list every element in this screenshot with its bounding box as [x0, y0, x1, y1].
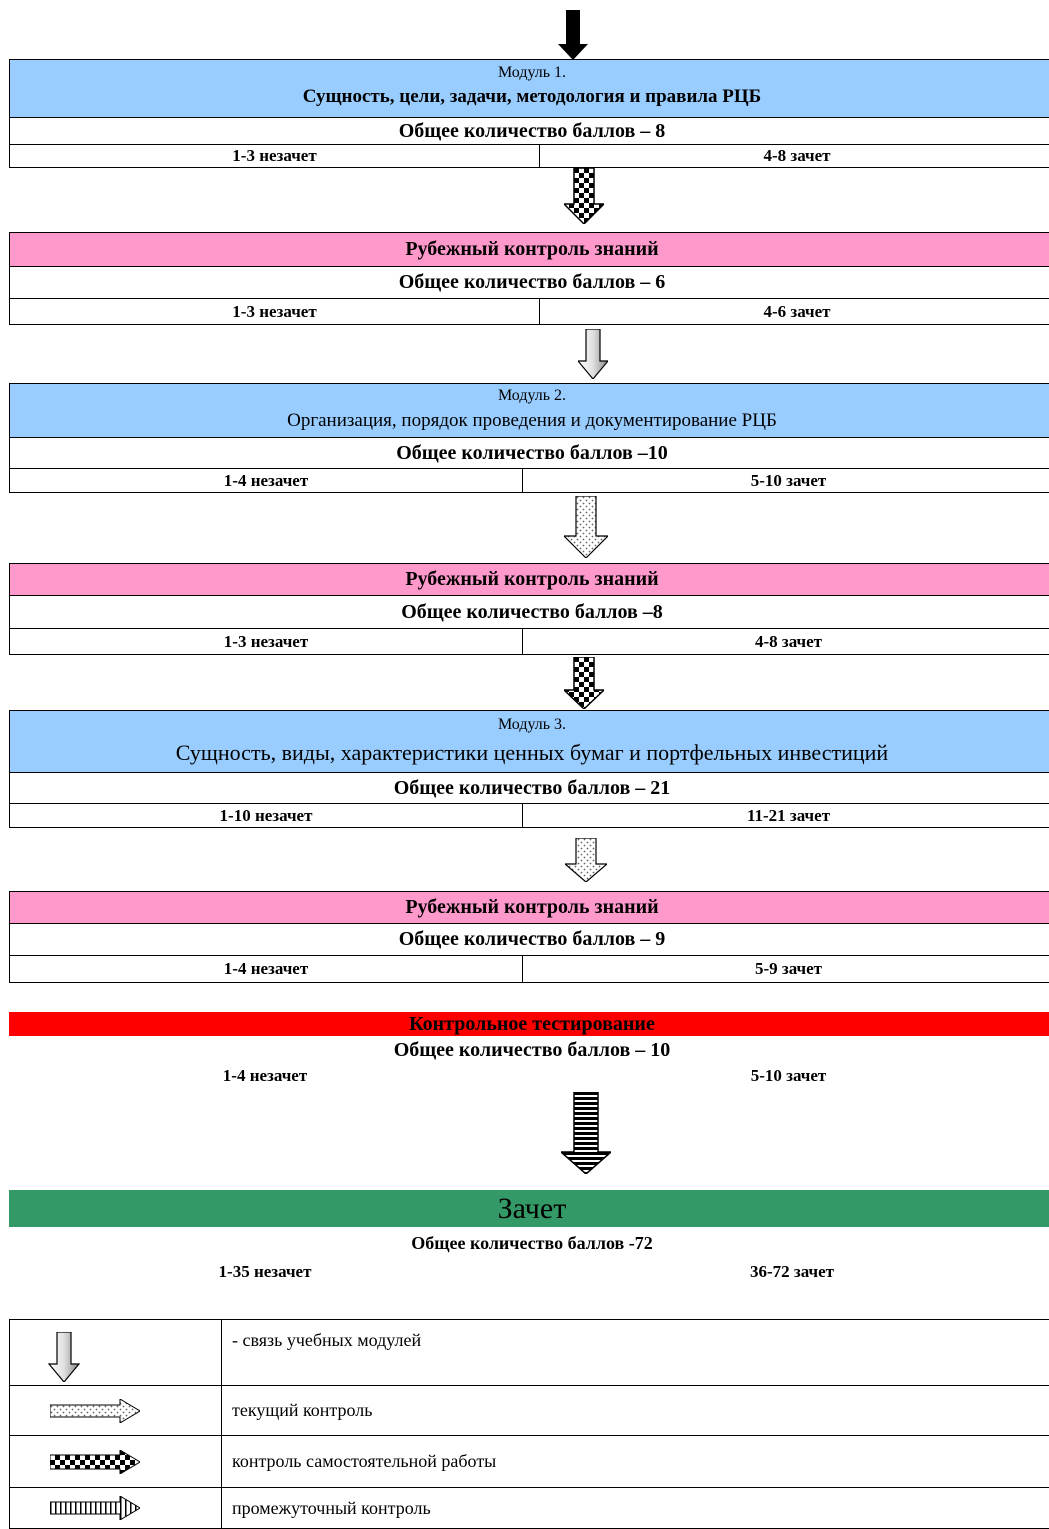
pass-range: 5-9 зачет — [754, 959, 823, 978]
module-1-header — [10, 60, 1049, 117]
module-label: Модуль 3. — [497, 716, 567, 733]
checkered-arrow-down-icon — [564, 657, 604, 709]
total-points: Общее количество баллов – 21 — [393, 777, 671, 799]
grey-arrow-down-icon — [578, 329, 608, 379]
legend-row — [10, 1386, 1049, 1436]
legend-text: - связь учебных модулей — [222, 1320, 1049, 1386]
legend-text: промежуточный контроль — [222, 1488, 1049, 1529]
pass-range: 4-6 зачет — [763, 302, 831, 321]
module-3-header — [10, 711, 1049, 772]
test-fail-range: 1-4 незачет — [222, 1066, 308, 1085]
striped-arrow-down-icon — [561, 1092, 611, 1174]
legend-icon-cell — [10, 1386, 222, 1436]
legend-text: текущий контроль — [222, 1386, 1049, 1436]
dotted-arrow-down-icon — [564, 496, 608, 558]
final-pass-range: 36-72 зачет — [749, 1262, 835, 1281]
module-3-block — [9, 710, 1049, 828]
fail-range: 1-3 незачет — [223, 632, 309, 651]
legend-row — [10, 1436, 1049, 1488]
module-1-block — [9, 59, 1049, 168]
final-title: Зачет — [9, 1190, 1049, 1227]
module-2-block — [9, 383, 1049, 493]
legend-icon-cell — [10, 1320, 222, 1386]
module-title: Сущность, виды, характеристики ценных бумаг и портфельных инвестиций — [175, 740, 889, 765]
control-title: Рубежный контроль знаний — [10, 892, 1049, 923]
fail-range: 1-3 незачет — [232, 146, 317, 165]
legend-row — [10, 1320, 1049, 1386]
legend-icon-cell — [10, 1488, 222, 1529]
module-2-header — [10, 384, 1049, 437]
total-points: Общее количество баллов – 6 — [398, 271, 666, 293]
striped-arrow-right-icon — [50, 1496, 140, 1520]
total-points: Общее количество баллов –10 — [396, 442, 668, 464]
solid-arrow-down-icon — [44, 1332, 84, 1382]
module-label: Модуль 2. — [497, 387, 567, 404]
total-points: Общее количество баллов – 8 — [398, 120, 666, 142]
module-label: Модуль 1. — [497, 64, 567, 81]
module-title: Сущность, цели, задачи, методология и правила РЦБ — [302, 86, 762, 107]
dotted-arrow-down-icon — [565, 838, 607, 882]
test-title: Контрольное тестирование — [9, 1012, 1049, 1036]
control-1-block — [9, 232, 1049, 325]
test-total: Общее количество баллов – 10 — [393, 1039, 671, 1061]
legend-text: контроль самостоятельной работы — [222, 1436, 1049, 1488]
total-points: Общее количество баллов – 9 — [398, 928, 666, 950]
control-title: Рубежный контроль знаний — [10, 233, 1049, 266]
legend-row — [10, 1488, 1049, 1529]
pass-range: 4-8 зачет — [763, 146, 831, 165]
checkered-arrow-down-icon — [564, 168, 604, 224]
control-title: Рубежный контроль знаний — [10, 564, 1049, 595]
pass-range: 5-10 зачет — [750, 471, 827, 490]
module-title: Организация, порядок проведения и документирование РЦБ — [287, 410, 777, 431]
legend-icon-cell — [10, 1436, 222, 1488]
legend-table — [9, 1319, 1049, 1529]
pass-range: 4-8 зачет — [754, 632, 823, 651]
fail-range: 1-10 незачет — [219, 806, 313, 825]
final-total: Общее количество баллов -72 — [411, 1233, 653, 1253]
fail-range: 1-4 незачет — [223, 471, 309, 490]
checkered-arrow-right-icon — [50, 1450, 140, 1474]
final-fail-range: 1-35 незачет — [218, 1262, 312, 1281]
control-2-block — [9, 563, 1049, 655]
solid-arrow-down-icon — [558, 10, 588, 60]
fail-range: 1-3 незачет — [232, 302, 317, 321]
test-pass-range: 5-10 зачет — [750, 1066, 827, 1085]
control-3-block — [9, 891, 1049, 983]
dotted-arrow-right-icon — [50, 1399, 140, 1423]
fail-range: 1-4 незачет — [223, 959, 309, 978]
pass-range: 11-21 зачет — [746, 806, 831, 825]
total-points: Общее количество баллов –8 — [401, 601, 663, 623]
